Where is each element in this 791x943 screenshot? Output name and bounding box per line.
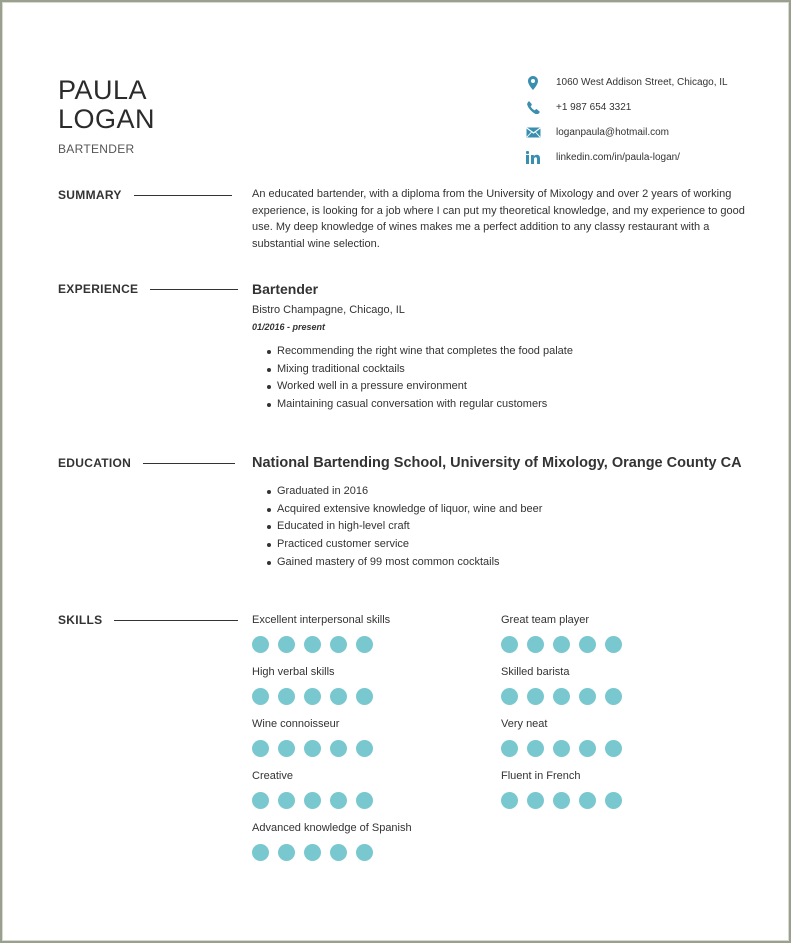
rating-dot <box>579 792 596 809</box>
list-item: Mixing traditional cocktails <box>277 361 752 379</box>
rating-dot <box>605 740 622 757</box>
skill-name: Creative <box>252 770 293 782</box>
skill-rating <box>501 792 701 809</box>
skill-name: Advanced knowledge of Spanish <box>252 822 412 834</box>
education-section <box>252 455 772 572</box>
rating-dot <box>330 636 347 653</box>
rating-dot <box>252 688 269 705</box>
rating-dot <box>553 740 570 757</box>
skill-rating <box>501 636 701 653</box>
rating-dot <box>356 844 373 861</box>
address-text: 1060 West Addison Street, Chicago, IL <box>556 77 728 88</box>
rating-dot <box>278 792 295 809</box>
job-title-header: BARTENDER <box>58 142 135 156</box>
rating-dot <box>356 636 373 653</box>
rating-dot <box>252 636 269 653</box>
rating-dot <box>252 792 269 809</box>
rating-dot <box>356 792 373 809</box>
experience-heading <box>58 282 238 296</box>
list-item: Acquired extensive knowledge of liquor, wine and beer <box>277 501 772 519</box>
rating-dot <box>356 688 373 705</box>
rating-dot <box>278 740 295 757</box>
skill-name: Very neat <box>501 718 548 730</box>
location-pin-icon <box>524 75 542 91</box>
experience-bullets <box>252 343 752 414</box>
rating-dot <box>605 636 622 653</box>
rating-dot <box>553 688 570 705</box>
experience-section <box>252 281 752 414</box>
skill-rating <box>252 740 452 757</box>
education-heading <box>58 456 235 470</box>
skill-rating <box>501 688 701 705</box>
skill-name: Skilled barista <box>501 666 570 678</box>
rating-dot <box>252 844 269 861</box>
rating-dot <box>330 740 347 757</box>
last-name: LOGAN <box>58 104 156 134</box>
rating-dot <box>527 688 544 705</box>
rating-dot <box>330 792 347 809</box>
skill-name: High verbal skills <box>252 666 335 678</box>
rating-dot <box>304 688 321 705</box>
skill-name: Great team player <box>501 614 590 626</box>
rating-dot <box>252 740 269 757</box>
rating-dot <box>278 688 295 705</box>
skill-name: Wine connoisseur <box>252 718 340 730</box>
skill-rating <box>252 688 452 705</box>
skill-item <box>501 666 701 705</box>
rating-dot <box>278 844 295 861</box>
summary-label: SUMMARY <box>58 188 122 202</box>
experience-job-title: Bartender <box>252 281 319 297</box>
summary-text: An educated bartender, with a diploma from the University of Mixology and over 2 years of working experience, is looking for a job where I can put my theoretical knowledge, and my experience to good use. My deep knowledge of wines makes me a perfect addition to any classy restaurant with a substantial wine selection. <box>252 188 745 250</box>
education-label: EDUCATION <box>58 456 132 470</box>
rating-dot <box>304 792 321 809</box>
list-item: Recommending the right wine that completes the food palate <box>277 343 752 361</box>
linkedin-text: linkedin.com/in/paula-logan/ <box>556 152 680 163</box>
linkedin-icon <box>524 150 542 166</box>
rating-dot <box>605 688 622 705</box>
contact-block <box>524 70 728 170</box>
skill-item <box>501 770 701 809</box>
summary-heading <box>58 188 232 202</box>
email-icon <box>524 125 542 141</box>
email-text: loganpaula@hotmail.com <box>556 127 669 138</box>
skill-rating <box>252 792 452 809</box>
list-item: Worked well in a pressure environment <box>277 378 752 396</box>
rating-dot <box>579 688 596 705</box>
skill-name: Excellent interpersonal skills <box>252 614 391 626</box>
rating-dot <box>527 636 544 653</box>
rating-dot <box>304 844 321 861</box>
rating-dot <box>304 636 321 653</box>
contact-linkedin <box>524 145 728 170</box>
skill-item <box>501 718 701 757</box>
phone-icon <box>524 100 542 116</box>
experience-company: Bistro Champagne, Chicago, IL <box>252 304 405 316</box>
rating-dot <box>501 740 518 757</box>
summary-divider <box>134 195 232 196</box>
rating-dot <box>605 792 622 809</box>
skill-item <box>252 770 452 809</box>
first-name: PAULA <box>58 75 148 105</box>
contact-address <box>524 70 728 95</box>
skill-item <box>252 614 452 653</box>
rating-dot <box>278 636 295 653</box>
skill-item <box>252 718 452 757</box>
phone-text: +1 987 654 3321 <box>556 102 632 113</box>
rating-dot <box>304 740 321 757</box>
skills-heading <box>58 613 238 627</box>
skill-item <box>252 666 452 705</box>
contact-phone <box>524 95 728 120</box>
rating-dot <box>553 792 570 809</box>
experience-label: EXPERIENCE <box>58 282 139 296</box>
list-item: Educated in high-level craft <box>277 518 772 536</box>
education-divider <box>143 463 235 464</box>
rating-dot <box>330 688 347 705</box>
skill-rating <box>252 636 452 653</box>
summary-section <box>252 186 752 252</box>
contact-email <box>524 120 728 145</box>
education-bullets <box>252 483 772 572</box>
rating-dot <box>527 740 544 757</box>
skill-rating <box>252 844 452 861</box>
skill-item <box>252 822 452 861</box>
experience-dates: 01/2016 - present <box>252 322 326 332</box>
rating-dot <box>501 792 518 809</box>
skill-name: Fluent in French <box>501 770 581 782</box>
rating-dot <box>579 740 596 757</box>
list-item: Gained mastery of 99 most common cocktails <box>277 554 772 572</box>
rating-dot <box>501 636 518 653</box>
rating-dot <box>579 636 596 653</box>
experience-divider <box>150 289 238 290</box>
list-item: Practiced customer service <box>277 536 772 554</box>
list-item: Maintaining casual conversation with regular customers <box>277 396 752 414</box>
skill-item <box>501 614 701 653</box>
rating-dot <box>527 792 544 809</box>
skill-rating <box>501 740 701 757</box>
rating-dot <box>330 844 347 861</box>
skills-label: SKILLS <box>58 613 103 627</box>
rating-dot <box>553 636 570 653</box>
candidate-name <box>58 76 155 134</box>
education-school: National Bartending School, University of Mixology, Orange County CA <box>252 455 742 471</box>
rating-dot <box>356 740 373 757</box>
list-item: Graduated in 2016 <box>277 483 772 501</box>
rating-dot <box>501 688 518 705</box>
skills-divider <box>114 620 238 621</box>
